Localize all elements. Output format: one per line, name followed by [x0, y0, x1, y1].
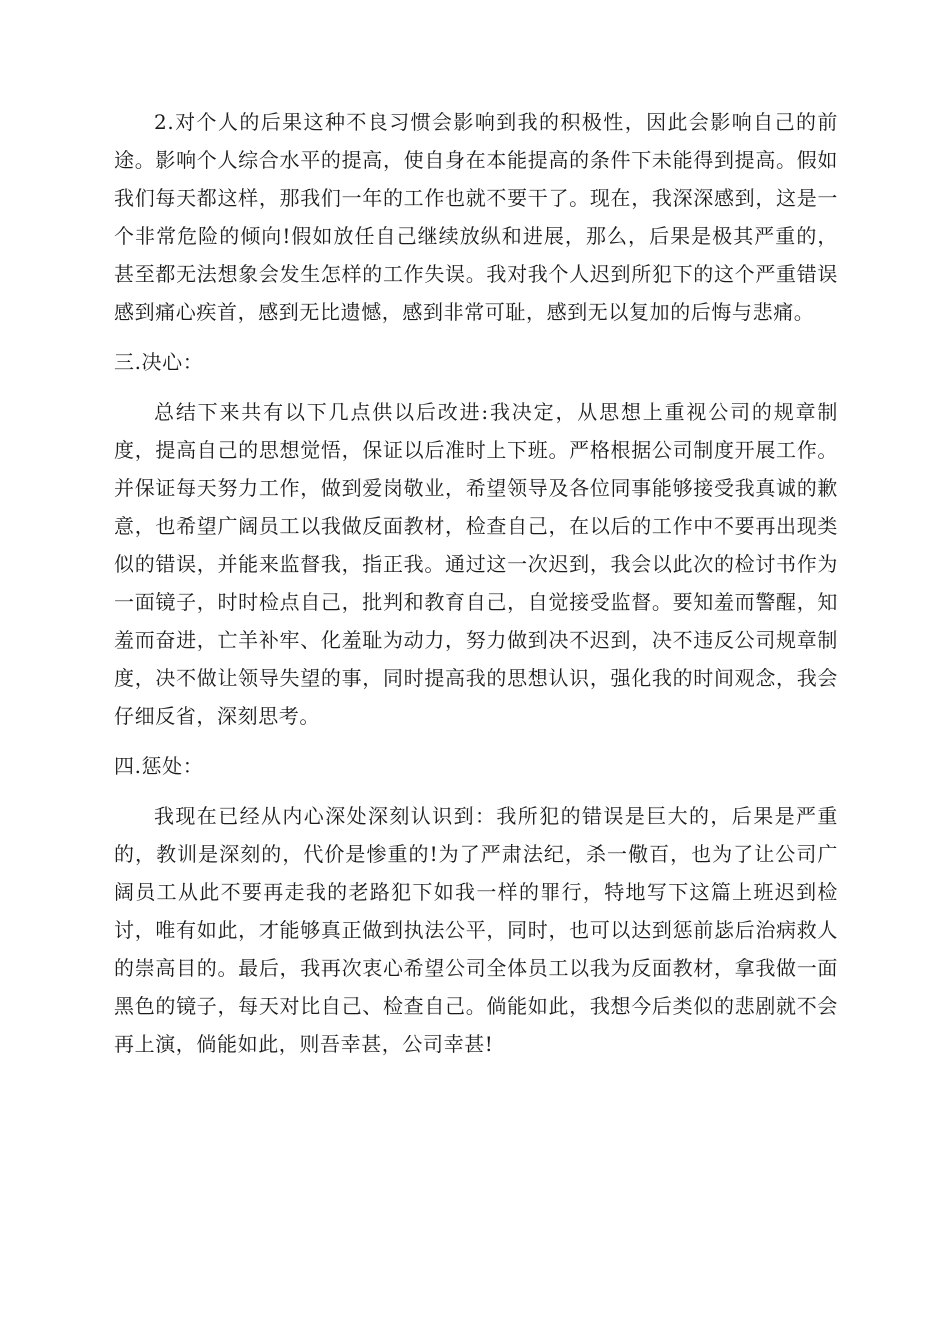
document-page: [114, 103, 838, 1063]
heading-punishment: 四.惩处：: [114, 754, 204, 778]
paragraph-determination: 总结下来共有以下几点供以后改进:我决定，从思想上重视公司的规章制度，提高自己的思想觉悟，保证以后准时上下班。严格根据公司制度开展工作。并保证每天努力工作，做到爱岗敬业，希望领导及各位同事能够接受我真诚的歉意，也希望广阔员工以我做反面教材，检查自己，在以后的工作中不要再出现类似的错误，并能来监督我，指正我。通过这一次迟到，我会以此次的检讨书作为一面镜子，时时检点自己，批判和教育自己，自觉接受监督。要知羞而警醒，知羞而奋进，亡羊补牢、化羞耻为动力，努力做到决不迟到，决不违反公司规章制度，决不做让领导失望的事，同时提高我的思想认识，强化我的时间观念，我会仔细反省，深刻思考。: [114, 400, 838, 728]
paragraph-personal-consequences: 2.对个人的后果这种不良习惯会影响到我的积极性，因此会影响自己的前途。影响个人综合水平的提高，使自身在本能提高的条件下未能得到提高。假如我们每天都这样，那我们一年的工作也就不要干了。现在，我深深感到，这是一个非常危险的倾向!假如放任自己继续放纵和进展，那么，后果是极其严重的，甚至都无法想象会发生怎样的工作失误。我对我个人迟到所犯下的这个严重错误感到痛心疾首，感到无比遗憾，感到非常可耻，感到无以复加的后悔与悲痛。: [114, 110, 838, 324]
heading-determination: 三.决心：: [114, 350, 204, 374]
paragraph-punishment: 我现在已经从内心深处深刻认识到：我所犯的错误是巨大的，后果是严重的，教训是深刻的，代价是惨重的!为了严肃法纪，杀一儆百，也为了让公司广阔员工从此不要再走我的老路犯下如我一样的罪行，特地写下这篇上班迟到检讨，唯有如此，才能够真正做到执法公平，同时，也可以达到惩前毖后治病救人的崇高目的。最后，我再次衷心希望公司全体员工以我为反面教材，拿我做一面黑色的镜子，每天对比自己、检查自己。倘能如此，我想今后类似的悲剧就不会再上演，倘能如此，则吾幸甚，公司幸甚!: [114, 804, 838, 1056]
